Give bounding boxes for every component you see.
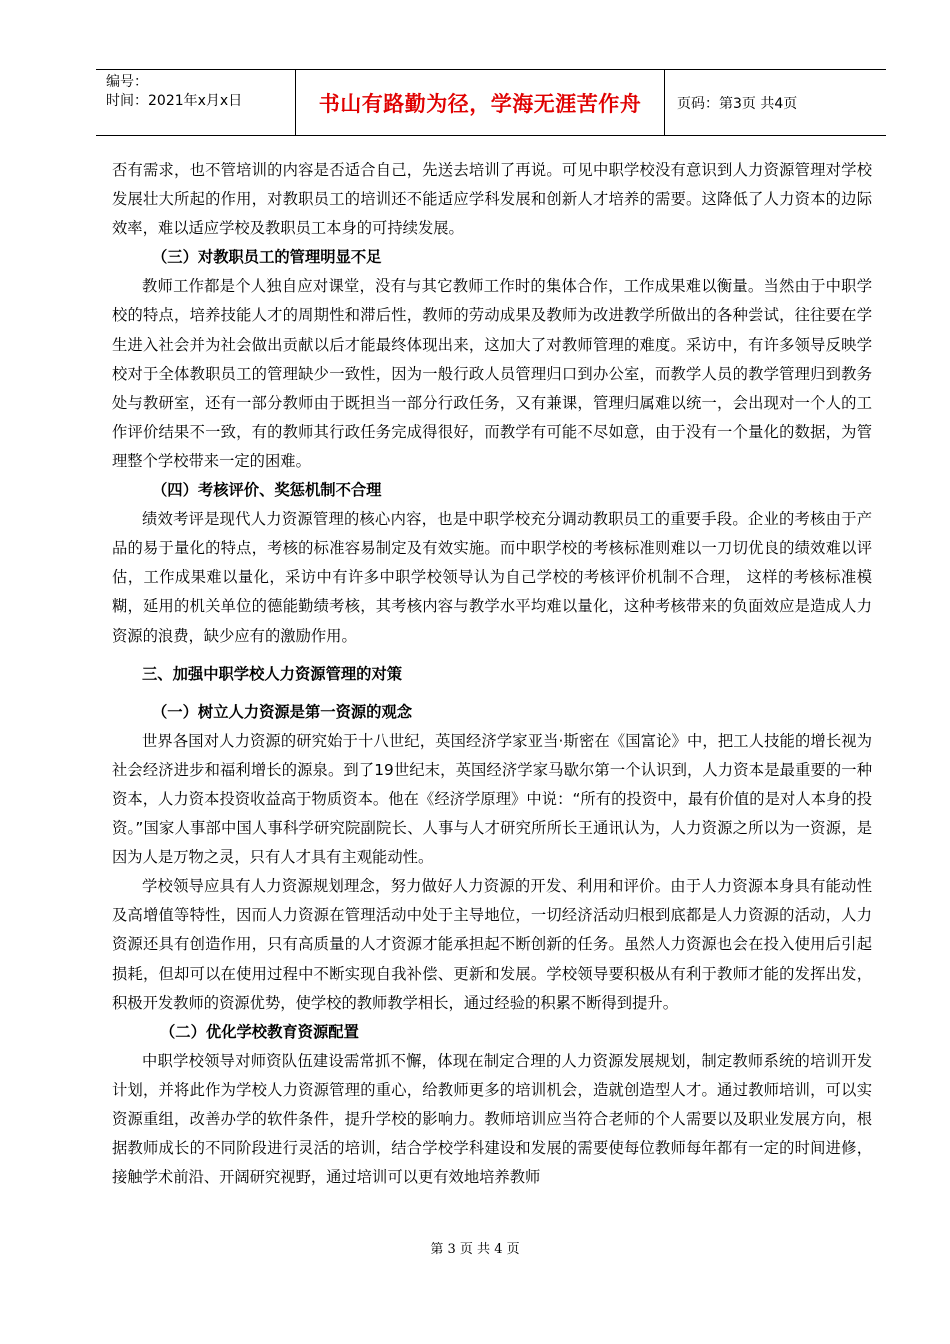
subheading: （三）对教职员工的管理明显不足 <box>152 248 382 267</box>
page-info: 页码：第3页 共4页 <box>677 95 798 112</box>
subheading: （二）优化学校教育资源配置 <box>160 1022 359 1041</box>
number-label: 编号： <box>106 74 148 90</box>
motto: 书山有路勤为径，学海无涯苦作舟 <box>296 70 665 135</box>
paragraph: 中职学校领导对师资队伍建设需常抓不懈，体现在制定合理的人力资源发展规划，制定教师系统的培训开发计划，并将此作为学校人力资源管理的重心，给教师更多的培训机会，造就创造型人才。通过教师培训，可以实资源重组，改善办学的软件条件，提升学校的影响力。教师培训应当符合老师的个人需要以及职业发展方向，根据教师成长的不同阶段进行灵活的培训，结合学校学科建设和发展的需要使每位教师每年都有一定的时间进修，接触学术前沿、开阔研究视野，通过培训可以更有效地培养教师 <box>112 1051 872 1187</box>
paragraph: 世界各国对人力资源的研究始于十八世纪，英国经济学家亚当·斯密在《国富论》中，把工人技能的增长视为社会经济进步和福利增长的源泉。到了19世纪末，英国经济学家马歇尔第一个认识到，人力资本是最重要的一种资本，人力资本投资收益高于物质资本。他在《经济学原理》中说：“所有的投资中，最有价值的是对人本身的投资。”国家人事部中国人事科学研究院副院长、人事与人才研究所所长王通讯认为，人力资源之所以为一资源，是因为人是万物之灵，只有人才具有主观能动性。 <box>112 731 872 867</box>
paragraph: 教师工作都是个人独自应对课堂，没有与其它教师工作时的集体合作，工作成果难以衡量。当然由于中职学校的特点，培养技能人才的周期性和滞后性，教师的劳动成果及教师为改进教学所做出的各种尝试，往往要在学生进入社会并为社会做出贡献以后才能最终体现出来，这加大了对教师管理的难度。采访中，有许多领导反映学校对于全体教职员工的管理缺少一致性，因为一般行政人员管理归口到办公室，而教学人员的教学管理归到教务处与教研室，还有一部分教师由于既担当一部分行政任务，又有兼课，管理归属难以统一，会出现对一个人的工作评价结果不一致，有的教师其行政任务完成得很好，而教学有可能不尽如意，由于没有一个量化的数据，为管理整个学校带来一定的困难。 <box>112 277 872 470</box>
header-meta <box>96 70 296 135</box>
paragraph: 绩效考评是现代人力资源管理的核心内容，也是中职学校充分调动教职员工的重要手段。企业的考核由于产品的易于量化的特点，考核的标准容易制定及有效实施。而中职学校的考核标准则难以一刀切优良的绩效难以评估，工作成果难以量化，采访中有许多中职学校领导认为自己学校的考核评价机制不合理， 这样的考核标准模糊，延用的机关单位的德能勤绩考核，其考核内容与教学水平均难以量化，这种考核带来的负面效应是造成人力资源的浪费，缺少应有的激励作用。 <box>112 510 872 645</box>
subheading: （一）树立人力资源是第一资源的观念 <box>152 702 413 721</box>
header-table <box>96 69 886 136</box>
document-body <box>112 156 872 1192</box>
paragraph: 否有需求，也不管培训的内容是否适合自己，先送去培训了再说。可见中职学校没有意识到人力资源管理对学校发展壮大所起的作用，对教职员工的培训还不能适应学科发展和创新人才培养的需要。这降低了人力资本的边际效率，难以适应学校及教职员工本身的可持续发展。 <box>112 161 872 238</box>
paragraph: 学校领导应具有人力资源规划理念，努力做好人力资源的开发、利用和评价。由于人力资源本身具有能动性及高增值等特性，因而人力资源在管理活动中处于主导地位，一切经济活动归根到底都是人力资源的活动，人力资源还具有创造作用，只有高质量的人才资源才能承担起不断创新的任务。虽然人力资源也会在投入使用后引起损耗，但却可以在使用过程中不断实现自我补偿、更新和发展。学校领导要积极从有利于教师才能的发挥出发，积极开发教师的资源优势，使学校的教师教学相长，通过经验的积累不断得到提升。 <box>112 877 872 1012</box>
subheading: （四）考核评价、奖惩机制不合理 <box>152 481 382 500</box>
section-heading: 三、加强中职学校人力资源管理的对策 <box>142 664 403 683</box>
page-footer: 第 3 页 共 4 页 <box>430 1242 520 1257</box>
time-label: 时间：2021年x月x日 <box>106 93 243 109</box>
